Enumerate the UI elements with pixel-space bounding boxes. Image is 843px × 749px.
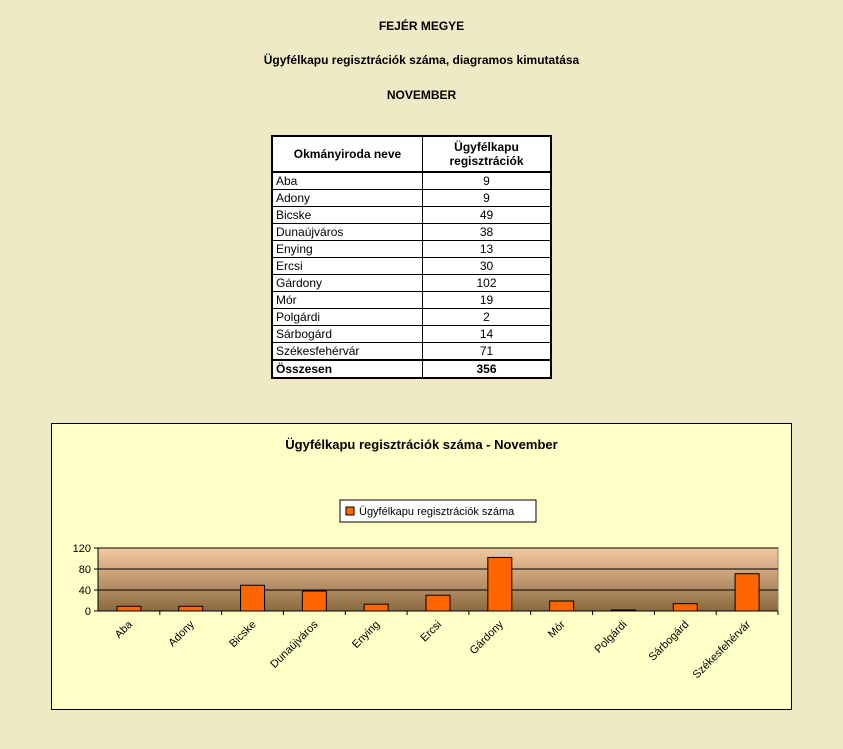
x-tick-label: Aba	[112, 618, 136, 641]
table-total-row	[272, 360, 551, 378]
registrations-cell: 9	[423, 190, 552, 207]
registrations-cell: 14	[423, 326, 552, 343]
chart-title: Ügyfélkapu regisztrációk száma - November	[285, 437, 558, 452]
table-row	[272, 292, 551, 309]
y-tick-label: 80	[78, 564, 91, 576]
registrations-cell: 102	[423, 275, 552, 292]
table-row	[272, 172, 551, 190]
bar-chart	[52, 424, 791, 709]
total-label-cell: Összesen	[272, 360, 423, 378]
table-header-row	[272, 136, 551, 172]
registrations-cell: 71	[423, 343, 552, 361]
chart-area	[51, 423, 792, 710]
bar	[735, 574, 759, 611]
office-name-cell: Mór	[272, 292, 423, 309]
x-tick-label: Adony	[166, 618, 197, 650]
table-row	[272, 326, 551, 343]
registrations-header	[423, 136, 552, 172]
x-tick-label: Bicske	[227, 618, 259, 651]
office-name-cell: Ercsi	[272, 258, 423, 275]
month-title: NOVEMBER	[386, 88, 457, 102]
registrations-header-line2: regisztrációk	[449, 154, 524, 168]
table-row	[272, 190, 551, 207]
legend-swatch	[346, 507, 354, 515]
county-title: FEJÉR MEGYE	[378, 19, 465, 33]
y-tick-label: 0	[84, 606, 91, 618]
office-name-cell: Enying	[272, 241, 423, 258]
bar	[673, 604, 697, 611]
table-row	[272, 241, 551, 258]
registrations-cell: 38	[423, 224, 552, 241]
bar	[426, 595, 450, 611]
bar	[550, 601, 574, 611]
registrations-cell: 9	[423, 172, 552, 190]
bar	[241, 585, 265, 611]
table-row	[272, 207, 551, 224]
office-name-cell: Sárbogárd	[272, 326, 423, 343]
bar	[364, 604, 388, 611]
y-tick-label: 40	[78, 585, 91, 597]
x-tick-label: Dunaújváros	[268, 618, 321, 671]
table-row	[272, 224, 551, 241]
registrations-cell: 2	[423, 309, 552, 326]
table-row	[272, 343, 551, 361]
x-tick-label: Enying	[350, 618, 383, 651]
registrations-cell: 19	[423, 292, 552, 309]
report-subtitle: Ügyfélkapu regisztrációk száma, diagramos kimutatása	[263, 53, 580, 67]
table-row	[272, 258, 551, 275]
bar	[488, 557, 512, 611]
x-tick-label: Sárbogárd	[646, 618, 692, 664]
registrations-cell: 49	[423, 207, 552, 224]
office-name-cell: Polgárdi	[272, 309, 423, 326]
y-tick-label: 120	[72, 543, 91, 555]
bar	[179, 606, 203, 611]
office-name-header: Okmányiroda neve	[272, 136, 423, 172]
x-tick-label: Polgárdi	[592, 618, 630, 656]
x-tick-label: Mór	[545, 618, 568, 641]
legend-label: Ügyfélkapu regisztrációk száma	[359, 506, 515, 518]
x-tick-label: Székesfehérvár	[690, 618, 754, 682]
table-row	[272, 309, 551, 326]
office-name-cell: Gárdony	[272, 275, 423, 292]
office-name-cell: Aba	[272, 172, 423, 190]
registrations-cell: 30	[423, 258, 552, 275]
total-value-cell: 356	[423, 360, 552, 378]
registrations-cell: 13	[423, 241, 552, 258]
office-name-cell: Székesfehérvár	[272, 343, 423, 361]
office-name-cell: Bicske	[272, 207, 423, 224]
x-tick-label: Gárdony	[467, 618, 506, 657]
bar	[117, 606, 141, 611]
bar	[302, 591, 326, 611]
office-name-cell: Adony	[272, 190, 423, 207]
registrations-header-line1: Ügyfélkapu	[454, 140, 519, 154]
x-tick-label: Ercsi	[418, 618, 445, 645]
office-name-cell: Dunaújváros	[272, 224, 423, 241]
table-row	[272, 275, 551, 292]
bar	[611, 610, 635, 611]
registrations-table	[271, 135, 552, 379]
